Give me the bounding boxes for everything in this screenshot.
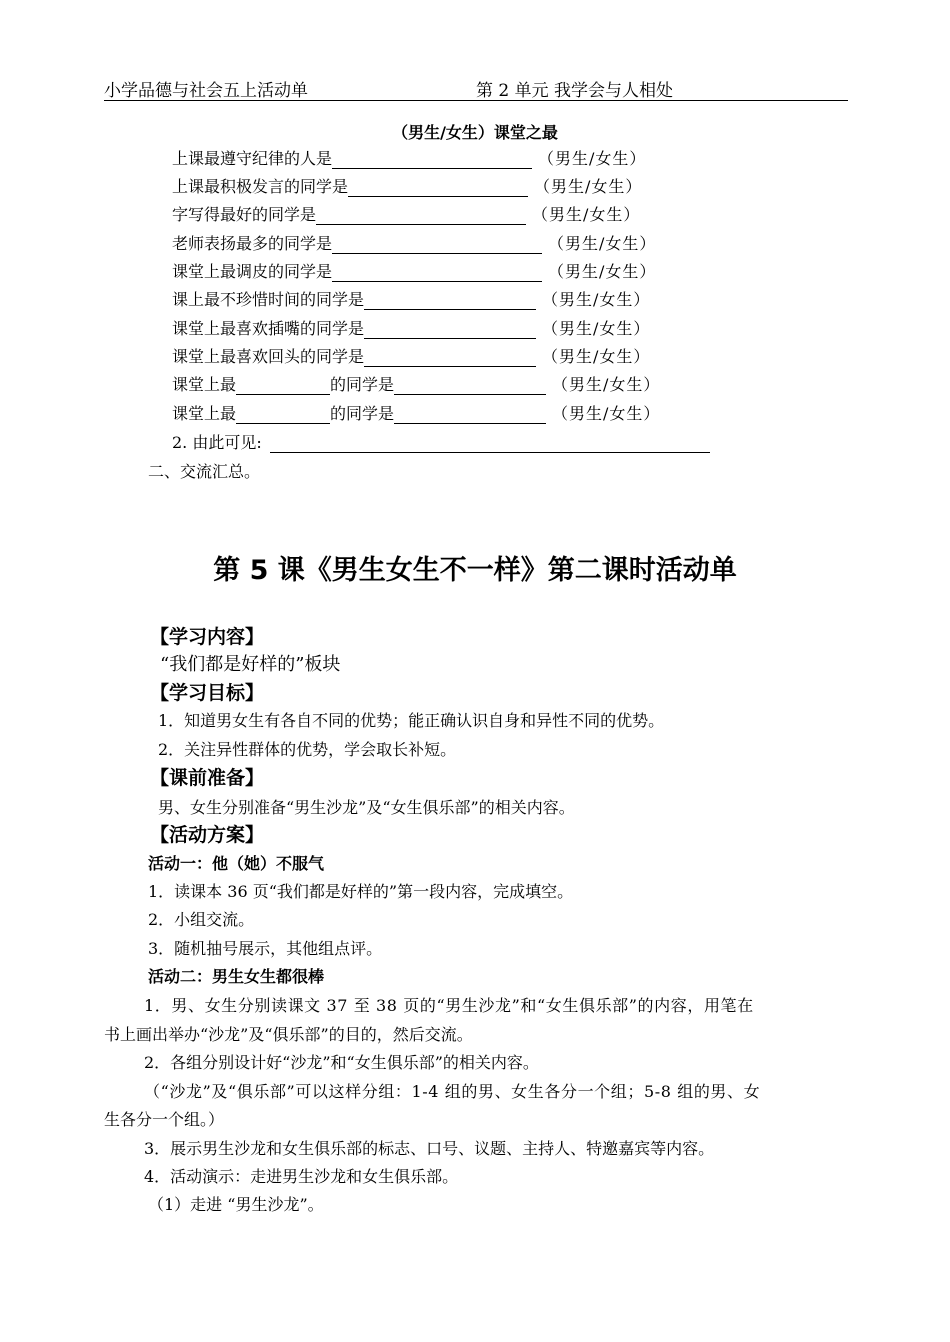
fill-blank[interactable]: [236, 376, 330, 395]
activity-step: 1．男、女生分别读课文 37 至 38 页的“男生沙龙”和“女生俱乐部”的内容，用笔在: [144, 996, 754, 1015]
activity-step-continued: 书上画出举办“沙龙”及“俱乐部”的目的，然后交流。: [104, 1025, 473, 1044]
answer-blank[interactable]: [332, 263, 542, 282]
section-heading-plan: 【活动方案】: [150, 824, 265, 846]
activity-note-continued: 生各分一个组。）: [104, 1110, 225, 1129]
activity-substep: （1）走进 “男生沙龙”。: [148, 1195, 324, 1214]
survey-row-label: 字写得最好的同学是: [172, 205, 317, 224]
activity-one-heading: 活动一：他（她）不服气: [148, 854, 325, 873]
activity-two-heading: 活动二：男生女生都很棒: [148, 967, 325, 986]
gender-option: （男生/女生）: [542, 319, 651, 338]
gender-option: （男生/女生）: [548, 234, 657, 253]
gender-option: （男生/女生）: [552, 404, 661, 423]
survey-row: [172, 344, 650, 368]
survey-row-label: 课堂上最喜欢回头的同学是: [172, 347, 365, 366]
activity-step: 2．小组交流。: [148, 910, 255, 929]
answer-blank[interactable]: [348, 178, 528, 197]
activity-step: 4．活动演示：走进男生沙龙和女生俱乐部。: [144, 1167, 459, 1186]
survey-row-label: 课堂上最: [172, 375, 237, 394]
content-text: “我们都是好样的”板块: [160, 654, 341, 675]
answer-blank[interactable]: [332, 235, 542, 254]
survey-row-label: 课堂上最喜欢插嘴的同学是: [172, 319, 365, 338]
survey-row-label: 课堂上最调皮的同学是: [172, 262, 333, 281]
answer-blank[interactable]: [364, 348, 536, 367]
survey-row-label: 老师表扬最多的同学是: [172, 234, 333, 253]
survey-row: [172, 401, 660, 425]
survey-row-label: 上课最积极发言的同学是: [172, 177, 349, 196]
survey-row: [172, 287, 650, 311]
survey-title: （男生/女生）课堂之最: [392, 123, 558, 142]
survey-row: [172, 316, 650, 340]
fill-blank[interactable]: [236, 405, 330, 424]
activity-step: 3．随机抽号展示，其他组点评。: [148, 939, 383, 958]
header-unit-title: 第 2 单元 我学会与人相处: [476, 81, 674, 101]
lesson-title: 第 5 课《男生女生不一样》第二课时活动单: [213, 555, 737, 586]
answer-blank[interactable]: [332, 150, 532, 169]
answer-blank[interactable]: [364, 291, 536, 310]
summary-line: 二、交流汇总。: [148, 462, 261, 481]
conclusion-label: 2. 由此可见:: [172, 433, 262, 452]
survey-row: [172, 146, 646, 170]
survey-row-label: 课上最不珍惜时间的同学是: [172, 290, 365, 309]
answer-blank[interactable]: [394, 376, 546, 395]
goal-item: 2．关注异性群体的优势，学会取长补短。: [158, 740, 457, 759]
gender-option: （男生/女生）: [534, 177, 643, 196]
survey-row-label-suffix: 的同学是: [330, 375, 395, 394]
gender-option: （男生/女生）: [532, 205, 641, 224]
prep-text: 男、女生分别准备“男生沙龙”及“女生俱乐部”的相关内容。: [158, 798, 575, 817]
answer-blank[interactable]: [364, 320, 536, 339]
section-heading-prep: 【课前准备】: [150, 767, 265, 789]
survey-row-label: 课堂上最: [172, 404, 237, 423]
survey-row: [172, 259, 656, 283]
section-heading-content: 【学习内容】: [150, 626, 265, 648]
gender-option: （男生/女生）: [538, 149, 647, 168]
survey-row: [172, 202, 640, 226]
gender-option: （男生/女生）: [542, 347, 651, 366]
gender-option: （男生/女生）: [542, 290, 651, 309]
header-book-title: 小学品德与社会五上活动单: [104, 81, 308, 101]
conclusion-blank[interactable]: [270, 434, 710, 453]
activity-step: 3．展示男生沙龙和女生俱乐部的标志、口号、议题、主持人、特邀嘉宾等内容。: [144, 1139, 715, 1158]
survey-row-label-suffix: 的同学是: [330, 404, 395, 423]
survey-row: [172, 231, 656, 255]
gender-option: （男生/女生）: [548, 262, 657, 281]
section-heading-goals: 【学习目标】: [150, 682, 265, 704]
answer-blank[interactable]: [316, 206, 526, 225]
survey-row-label: 上课最遵守纪律的人是: [172, 149, 333, 168]
activity-note: （“沙龙”及“俱乐部”可以这样分组：1-4 组的男、女生各分一个组；5-8 组的男、女: [144, 1082, 761, 1101]
activity-step: 1．读课本 36 页“我们都是好样的”第一段内容，完成填空。: [148, 882, 574, 901]
answer-blank[interactable]: [394, 405, 546, 424]
gender-option: （男生/女生）: [552, 375, 661, 394]
activity-step: 2．各组分别设计好“沙龙”和“女生俱乐部”的相关内容。: [144, 1053, 539, 1072]
goal-item: 1．知道男女生有各自不同的优势；能正确认识自身和异性不同的优势。: [158, 711, 665, 730]
survey-row: [172, 372, 660, 396]
page-header: [104, 76, 848, 101]
survey-row: [172, 174, 642, 198]
conclusion-row: [172, 430, 710, 454]
